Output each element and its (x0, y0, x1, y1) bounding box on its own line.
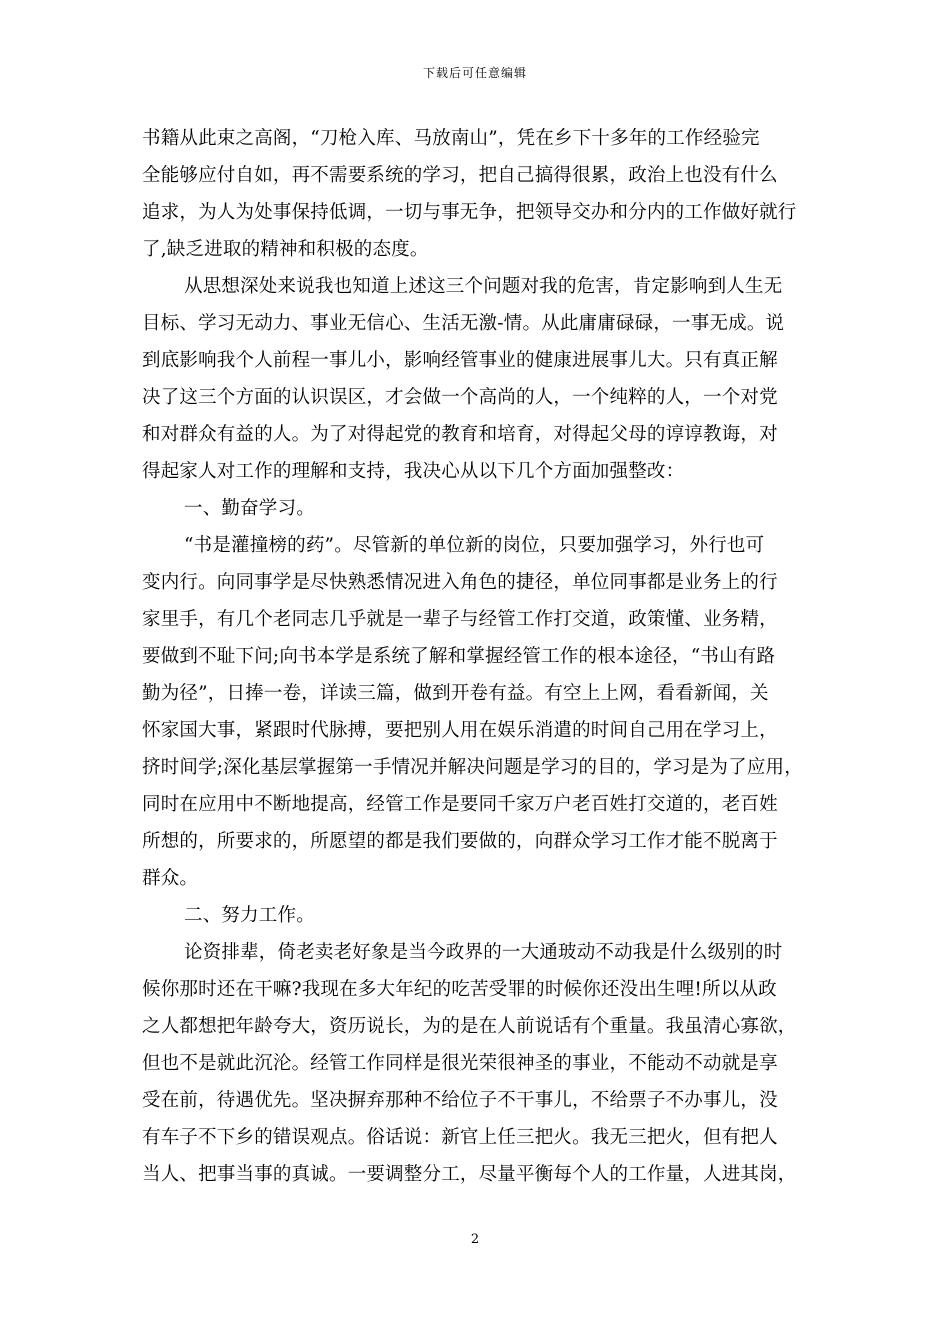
page-header: 下载后可任意编辑 (422, 66, 527, 80)
text-line: 要做到不耻下问;向书本学是系统了解和掌握经管工作的根本途径，“书山有路 (142, 646, 776, 667)
page-number: 2 (470, 1232, 480, 1247)
text-line: 到底影响我个人前程一事儿小，影响经管事业的健康进展事儿大。只有真正解 (142, 350, 778, 371)
text-line: 一、勤奋学习。 (184, 498, 315, 519)
text-line: 变内行。向同事学是尽快熟悉情况进入角色的捷径，单位同事都是业务上的行 (142, 572, 778, 593)
text-line: 从思想深处来说我也知道上述这三个问题对我的危害，肯定影响到人生无 (184, 276, 783, 297)
text-line: 之人都想把年龄夸大，资历说长，为的是在人前说话有个重量。我虽清心寡欲， (142, 1016, 797, 1037)
text-line: 决了这三个方面的认识误区，才会做一个高尚的人，一个纯粹的人，一个对党 (142, 387, 778, 408)
text-line: 追求，为人为处事保持低调，一切与事无争，把领导交办和分内的工作做好就行 (142, 202, 797, 223)
text-line: 家里手，有几个老同志几乎就是一辈子与经管工作打交道，政策懂、业务精， (142, 609, 778, 630)
text-line: 但也不是就此沉沦。经管工作同样是很光荣很神圣的事业，不能动不动就是享 (142, 1053, 778, 1074)
text-line: 受在前，待遇优先。坚决摒弃那种不给位子不干事儿，不给票子不办事儿，没 (142, 1090, 778, 1111)
text-line: 候你那时还在干嘛?我现在多大年纪的吃苦受罪的时候你还没出生哩!所以从政 (142, 979, 777, 1000)
text-line: “书是灌撞榜的药”。尽管新的单位新的岗位，只要加强学习，外行也可 (184, 535, 765, 556)
text-line: 所想的，所要求的，所愿望的都是我们要做的，向群众学习工作才能不脱离于 (142, 831, 778, 852)
text-line: 同时在应用中不断地提高，经管工作是要同千家万户老百姓打交道的，老百姓 (142, 794, 778, 815)
text-line: 目标、学习无动力、事业无信心、生活无激-情。从此庸庸碌碌，一事无成。说 (142, 313, 785, 334)
text-line: 勤为径”，日捧一卷，详读三篇，做到开卷有益。有空上上网，看看新闻，关 (142, 683, 769, 704)
text-line: 二、努力工作。 (184, 905, 315, 926)
document-body (142, 120, 808, 1193)
text-line: 挤时间学;深化基层掌握第一手情况并解决问题是学习的目的，学习是为了应用， (142, 757, 803, 778)
text-line: 得起家人对工作的理解和支持，我决心从以下几个方面加强整改： (142, 461, 685, 482)
text-line: 论资排辈，倚老卖老好象是当今政界的一大通玻动不动我是什么级别的时 (184, 942, 783, 963)
text-line: 了,缺乏进取的精神和积极的态度。 (142, 239, 429, 260)
text-line: 和对群众有益的人。为了对得起党的教育和培育，对得起父母的谆谆教诲，对 (142, 424, 778, 445)
text-line: 怀家国大事，紧跟时代脉搏，要把别人用在娱乐消遣的时间自己用在学习上， (142, 720, 778, 741)
text-line: 当人、把事当事的真诚。一要调整分工，尽量平衡每个人的工作量，人进其岗， (142, 1164, 797, 1185)
text-line: 全能够应付自如，再不需要系统的学习，把自己搞得很累，政治上也没有什么 (142, 165, 778, 186)
text-line: 书籍从此束之高阁，“刀枪入库、马放南山”，凭在乡下十多年的工作经验完 (142, 128, 760, 149)
text-line: 群众。 (142, 868, 199, 889)
text-line: 有车子不下乡的错误观点。俗话说：新官上任三把火。我无三把火，但有把人 (142, 1127, 778, 1148)
